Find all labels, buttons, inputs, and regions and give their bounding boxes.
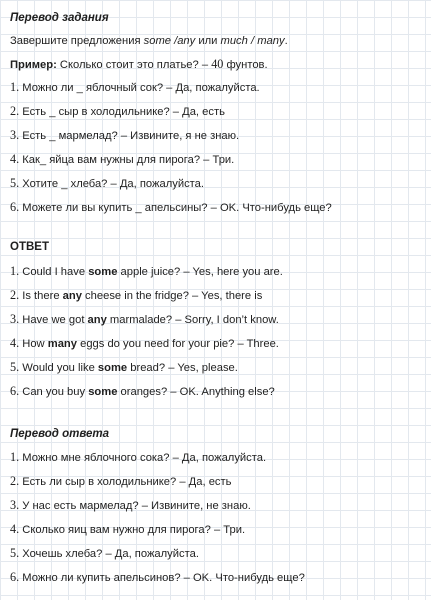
item-number: 4.	[10, 336, 20, 350]
answer-after: bread? – Yes, please.	[127, 362, 238, 374]
answer-after: cheese in the fridge? – Yes, there is	[81, 290, 263, 302]
answer-translation-item	[10, 451, 425, 465]
item-number: 4.	[10, 152, 20, 166]
task-item	[10, 129, 425, 143]
answer-keyword: many	[47, 338, 77, 350]
task-item	[10, 105, 425, 119]
answer-before: Have we got	[22, 314, 88, 326]
item-number: 1.	[10, 450, 20, 464]
item-text: Можно мне яблочного сока? – Да, пожалуйста.	[22, 452, 267, 464]
item-text: Можете ли вы купить _ апельсины? – OK. Что-нибудь еще?	[22, 202, 332, 214]
answer-before: How	[22, 338, 48, 350]
task-translation-heading: Перевод задания	[10, 12, 109, 24]
answer-translation-item	[10, 499, 425, 513]
task-example	[10, 58, 425, 72]
item-text: Как_ яйца вам нужны для пирога? – Три.	[22, 154, 235, 166]
example-after: фунтов.	[223, 59, 268, 71]
answer-before: Can you buy	[22, 386, 89, 398]
item-number: 2.	[10, 288, 20, 302]
item-number: 2.	[10, 474, 20, 488]
answer-item	[10, 289, 425, 303]
answer-item	[10, 337, 425, 351]
answer-keyword: some	[88, 386, 118, 398]
item-number: 4.	[10, 522, 20, 536]
answer-after: oranges? – OK. Anything else?	[117, 386, 275, 398]
item-number: 3.	[10, 312, 20, 326]
item-text: Можно ли купить апельсинов? – OK. Что-нибудь еще?	[22, 572, 305, 584]
item-text: Можно ли _ яблочный сок? – Да, пожалуйста.	[22, 82, 260, 94]
item-text: Хочешь хлеба? – Да, пожалуйста.	[22, 548, 199, 560]
task-item	[10, 201, 425, 215]
answer-heading: ОТВЕТ	[10, 241, 49, 253]
answer-keyword: some	[97, 362, 128, 374]
instruction-option-much-many: much / many	[220, 35, 285, 47]
item-number: 1.	[10, 264, 20, 278]
item-text: У нас есть мармелад? – Извините, не знаю.	[22, 500, 251, 512]
item-text: Есть _ сыр в холодильнике? – Да, есть	[22, 106, 225, 118]
answer-before: Is there	[22, 290, 63, 302]
answer-item	[10, 385, 425, 399]
task-item	[10, 81, 425, 95]
answer-translation-item	[10, 475, 425, 489]
instruction-option-some-any: some /any	[143, 35, 196, 47]
item-number: 3.	[10, 128, 20, 142]
example-label: Пример:	[10, 59, 57, 71]
item-number: 6.	[10, 384, 20, 398]
task-item	[10, 153, 425, 167]
instruction-prefix: Завершите предложения	[10, 35, 144, 47]
answer-after: marmalade? – Sorry, I don’t know.	[106, 314, 279, 326]
item-number: 5.	[10, 176, 20, 190]
item-number: 1.	[10, 80, 20, 94]
answer-item	[10, 313, 425, 327]
answer-after: apple juice? – Yes, here you are.	[117, 266, 283, 278]
answer-item	[10, 361, 425, 375]
item-number: 2.	[10, 104, 20, 118]
item-number: 6.	[10, 570, 20, 584]
instruction-suffix: .	[284, 35, 288, 47]
item-number: 3.	[10, 498, 20, 512]
task-item	[10, 177, 425, 191]
answer-translation-item	[10, 547, 425, 561]
answer-keyword: any	[62, 290, 82, 302]
answer-translation-item	[10, 523, 425, 537]
instruction-mid: или	[195, 35, 221, 47]
item-number: 5.	[10, 546, 20, 560]
answer-before: Would you like	[22, 362, 98, 374]
answer-translation-heading: Перевод ответа	[10, 428, 110, 440]
answer-keyword: any	[87, 314, 107, 326]
task-instruction	[10, 35, 425, 48]
answer-before: Could I have	[22, 266, 89, 278]
answer-keyword: some	[88, 266, 118, 278]
answer-after: eggs do you need for your pie? – Three.	[76, 338, 279, 350]
item-text: Есть ли сыр в холодильнике? – Да, есть	[22, 476, 232, 488]
item-number: 5.	[10, 360, 20, 374]
answer-item	[10, 265, 425, 279]
example-before: Сколько стоит это платье? –	[56, 59, 212, 71]
item-text: Есть _ мармелад? – Извините, я не знаю.	[22, 130, 240, 142]
item-number: 6.	[10, 200, 20, 214]
answer-translation-item	[10, 571, 425, 585]
item-text: Хотите _ хлеба? – Да, пожалуйста.	[22, 178, 205, 190]
example-price: 40	[211, 57, 224, 71]
item-text: Сколько яиц вам нужно для пирога? – Три.	[22, 524, 246, 536]
